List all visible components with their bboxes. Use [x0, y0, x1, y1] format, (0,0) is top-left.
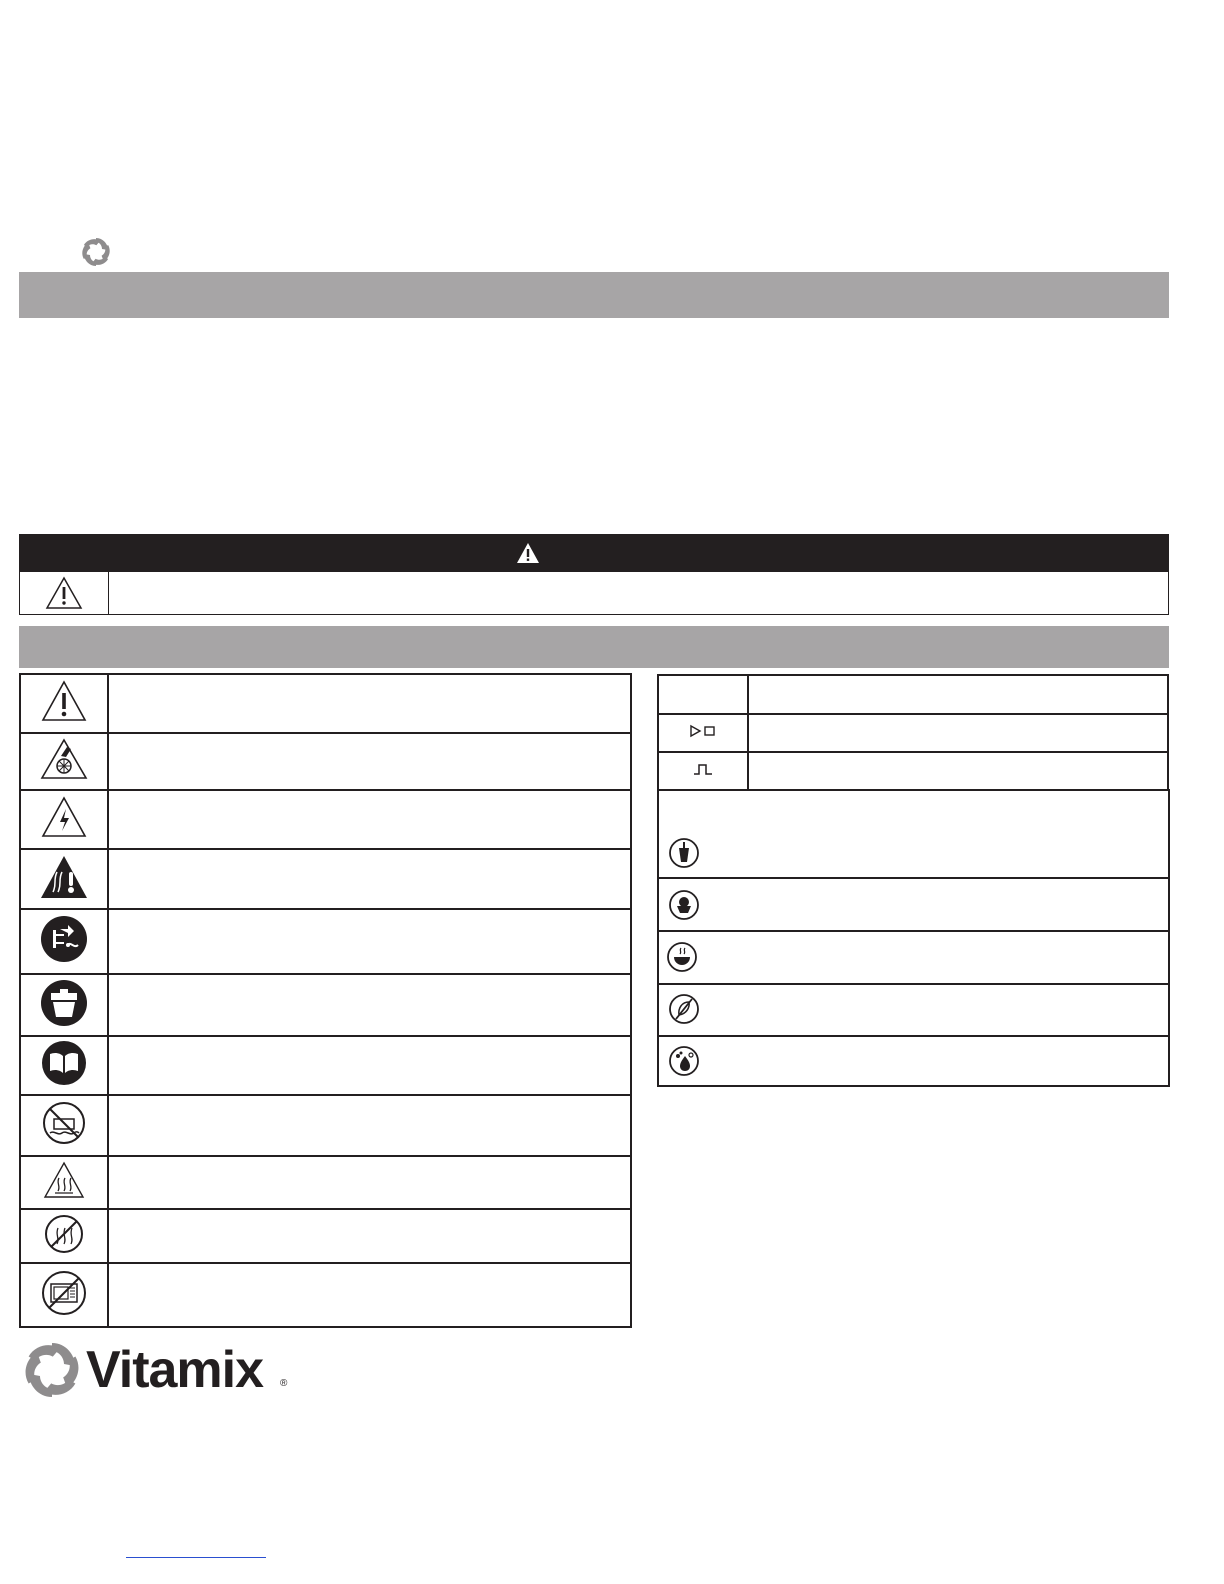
- footer-logo: [22, 1338, 302, 1402]
- table-row: [20, 1209, 631, 1263]
- symbol-description: [109, 756, 630, 768]
- table-row: [20, 909, 631, 974]
- symbol-description: [109, 999, 630, 1011]
- smoothie-icon: [668, 837, 700, 869]
- read-manual-icon: [41, 1040, 87, 1086]
- symbol-description: [109, 814, 630, 826]
- unplug-icon: [40, 915, 88, 963]
- symbol-description: [109, 1120, 630, 1132]
- table-row: [20, 733, 631, 790]
- program-description: [703, 1045, 723, 1057]
- symbol-description: [109, 1177, 630, 1189]
- safety-symbols-table: [19, 673, 632, 1328]
- pulse-icon: [692, 762, 714, 776]
- program-row: [659, 879, 1168, 932]
- hot-surface-icon: [43, 1161, 85, 1199]
- caution-exclamation-icon: [40, 679, 88, 723]
- table-row: [20, 1036, 631, 1095]
- symbol-description: [109, 873, 630, 885]
- warning-triangle-icon: [516, 542, 540, 564]
- start-stop-icon: [689, 724, 717, 738]
- table-row: [658, 714, 1168, 752]
- section-header-band: [19, 272, 1169, 318]
- control-description: [749, 727, 1167, 739]
- program-description: [703, 797, 723, 809]
- program-description: [703, 993, 723, 1005]
- warning-header: [19, 534, 1169, 572]
- hot-soup-icon: [666, 941, 698, 973]
- rotating-blade-hazard-icon: [39, 737, 89, 781]
- warning-row-icon-cell: [20, 572, 109, 614]
- table-row: [20, 1095, 631, 1156]
- warning-text: [110, 578, 130, 590]
- vitamix-swirl-icon: [22, 1340, 82, 1400]
- no-immersion-icon: [42, 1101, 86, 1145]
- table-row: [20, 974, 631, 1036]
- warning-row: [19, 572, 1169, 615]
- frozen-dessert-icon: [668, 889, 700, 921]
- table-row: [658, 752, 1168, 790]
- table-row: [20, 849, 631, 909]
- no-hot-liquid-icon: [44, 1214, 84, 1254]
- symbols-header-band: [19, 626, 1169, 668]
- registered-mark: ®: [280, 1378, 288, 1389]
- program-description: [703, 940, 723, 952]
- link-underline[interactable]: [126, 1557, 266, 1558]
- symbol-description: [109, 1230, 630, 1242]
- symbol-description: [109, 698, 630, 710]
- table-row: [20, 674, 631, 733]
- control-description: [749, 765, 1167, 777]
- self-cleaning-icon: [668, 1045, 700, 1077]
- table-row: [658, 675, 1168, 714]
- table-row: [20, 1263, 631, 1327]
- brand-name: Vitamix: [86, 1341, 264, 1399]
- program-row: [659, 985, 1168, 1037]
- warning-box: [19, 534, 1169, 616]
- programs-box: [657, 789, 1170, 1087]
- table-row: [20, 790, 631, 849]
- no-microwave-icon: [41, 1270, 87, 1316]
- vitamix-swirl-icon: [80, 236, 112, 268]
- use-lid-icon: [40, 979, 88, 1027]
- header-logo: [80, 236, 112, 268]
- program-row: [659, 1037, 1168, 1085]
- symbol-description: [109, 1289, 630, 1301]
- control-description: [749, 689, 1167, 701]
- no-ice-icon: [668, 993, 700, 1025]
- symbol-description: [109, 936, 630, 948]
- hot-liquid-hazard-icon: [39, 854, 89, 900]
- program-row: [659, 932, 1168, 985]
- program-description: [703, 887, 723, 899]
- controls-table: [657, 674, 1169, 791]
- caution-triangle-icon: [45, 576, 83, 610]
- electrical-hazard-icon: [40, 795, 88, 839]
- table-row: [20, 1156, 631, 1209]
- program-row: [659, 789, 1168, 879]
- symbol-description: [109, 1060, 630, 1072]
